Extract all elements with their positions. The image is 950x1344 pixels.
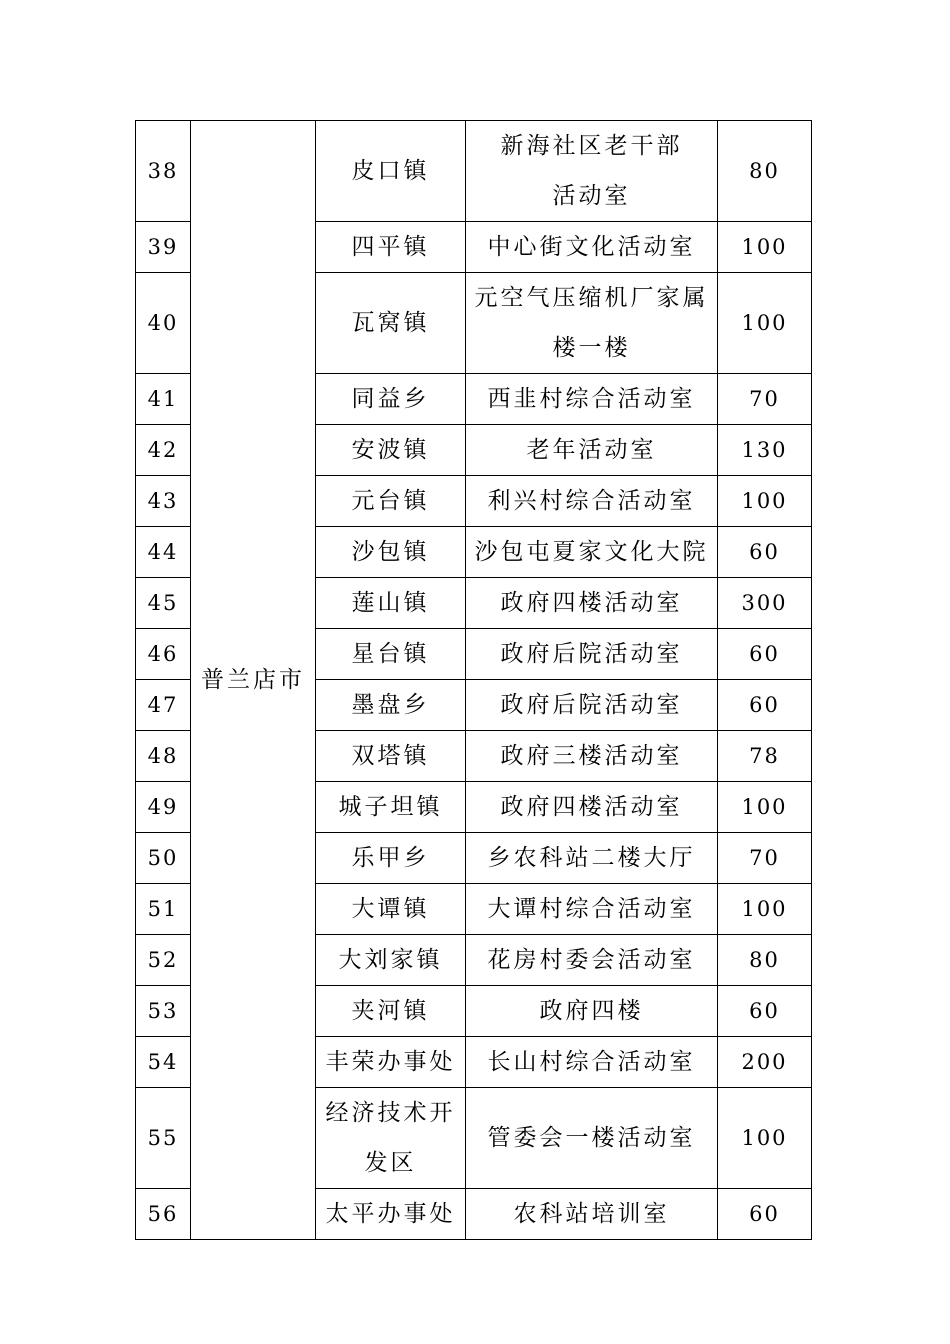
row-number-cell: 43 [136, 476, 191, 527]
venue-cell: 西韭村综合活动室 [466, 374, 718, 425]
venue-cell-line: 楼一楼 [552, 335, 631, 361]
row-number-cell: 42 [136, 425, 191, 476]
row-number-cell: 49 [136, 782, 191, 833]
venue-cell: 老年活动室 [466, 425, 718, 476]
town-cell: 城子坦镇 [316, 782, 466, 833]
venue-cell: 花房村委会活动室 [466, 935, 718, 986]
row-number-cell: 50 [136, 833, 191, 884]
venue-cell: 政府后院活动室 [466, 680, 718, 731]
capacity-cell: 80 [718, 121, 812, 222]
venue-cell: 中心街文化活动室 [466, 222, 718, 273]
venue-cell: 政府四楼 [466, 986, 718, 1037]
capacity-cell: 200 [718, 1037, 812, 1088]
capacity-cell: 70 [718, 374, 812, 425]
town-cell: 大刘家镇 [316, 935, 466, 986]
town-cell [316, 1088, 466, 1189]
row-number-cell: 38 [136, 121, 191, 222]
town-cell: 夹河镇 [316, 986, 466, 1037]
row-number-cell: 52 [136, 935, 191, 986]
row-number-cell: 46 [136, 629, 191, 680]
row-number-cell: 53 [136, 986, 191, 1037]
venue-cell: 乡农科站二楼大厅 [466, 833, 718, 884]
row-number-cell: 39 [136, 222, 191, 273]
town-cell: 瓦窝镇 [316, 273, 466, 374]
venue-cell: 政府四楼活动室 [466, 578, 718, 629]
row-number-cell: 44 [136, 527, 191, 578]
capacity-cell: 60 [718, 1189, 812, 1240]
row-number-cell: 51 [136, 884, 191, 935]
venue-cell: 沙包屯夏家文化大院 [466, 527, 718, 578]
row-number-cell: 56 [136, 1189, 191, 1240]
row-number-cell: 41 [136, 374, 191, 425]
venue-cell: 长山村综合活动室 [466, 1037, 718, 1088]
venue-cell [466, 121, 718, 222]
town-cell: 安波镇 [316, 425, 466, 476]
venue-cell-line: 元空气压缩机厂家属 [474, 285, 709, 311]
capacity-cell: 300 [718, 578, 812, 629]
town-cell: 同益乡 [316, 374, 466, 425]
venue-cell-line: 新海社区老干部 [500, 133, 683, 159]
row-number-cell: 40 [136, 273, 191, 374]
capacity-cell: 60 [718, 986, 812, 1037]
capacity-cell: 60 [718, 527, 812, 578]
capacity-cell: 80 [718, 935, 812, 986]
town-cell: 太平办事处 [316, 1189, 466, 1240]
capacity-cell: 130 [718, 425, 812, 476]
town-cell: 大谭镇 [316, 884, 466, 935]
venue-cell [466, 273, 718, 374]
capacity-cell: 100 [718, 476, 812, 527]
capacity-cell: 100 [718, 273, 812, 374]
capacity-cell: 60 [718, 680, 812, 731]
row-number-cell: 47 [136, 680, 191, 731]
city-cell: 普兰店市 [191, 121, 316, 1240]
town-cell: 乐甲乡 [316, 833, 466, 884]
town-cell: 墨盘乡 [316, 680, 466, 731]
row-number-cell: 45 [136, 578, 191, 629]
town-cell: 皮口镇 [316, 121, 466, 222]
venue-cell: 管委会一楼活动室 [466, 1088, 718, 1189]
capacity-cell: 100 [718, 782, 812, 833]
town-cell: 四平镇 [316, 222, 466, 273]
town-cell: 元台镇 [316, 476, 466, 527]
capacity-cell: 70 [718, 833, 812, 884]
capacity-cell: 100 [718, 1088, 812, 1189]
town-cell: 丰荣办事处 [316, 1037, 466, 1088]
town-cell: 莲山镇 [316, 578, 466, 629]
capacity-cell: 60 [718, 629, 812, 680]
town-cell: 双塔镇 [316, 731, 466, 782]
row-number-cell: 48 [136, 731, 191, 782]
row-number-cell: 55 [136, 1088, 191, 1189]
venue-cell: 利兴村综合活动室 [466, 476, 718, 527]
venue-table [135, 120, 812, 1240]
town-cell-line: 经济技术开 [325, 1100, 456, 1126]
table-body [136, 121, 812, 1240]
town-cell-line: 发区 [364, 1150, 417, 1176]
table-row [136, 121, 812, 222]
venue-cell: 大谭村综合活动室 [466, 884, 718, 935]
venue-cell: 农科站培训室 [466, 1189, 718, 1240]
town-cell: 星台镇 [316, 629, 466, 680]
capacity-cell: 100 [718, 222, 812, 273]
venue-cell: 政府后院活动室 [466, 629, 718, 680]
capacity-cell: 100 [718, 884, 812, 935]
venue-cell-line: 活动室 [552, 183, 631, 209]
row-number-cell: 54 [136, 1037, 191, 1088]
venue-cell: 政府四楼活动室 [466, 782, 718, 833]
capacity-cell: 78 [718, 731, 812, 782]
venue-cell: 政府三楼活动室 [466, 731, 718, 782]
town-cell: 沙包镇 [316, 527, 466, 578]
